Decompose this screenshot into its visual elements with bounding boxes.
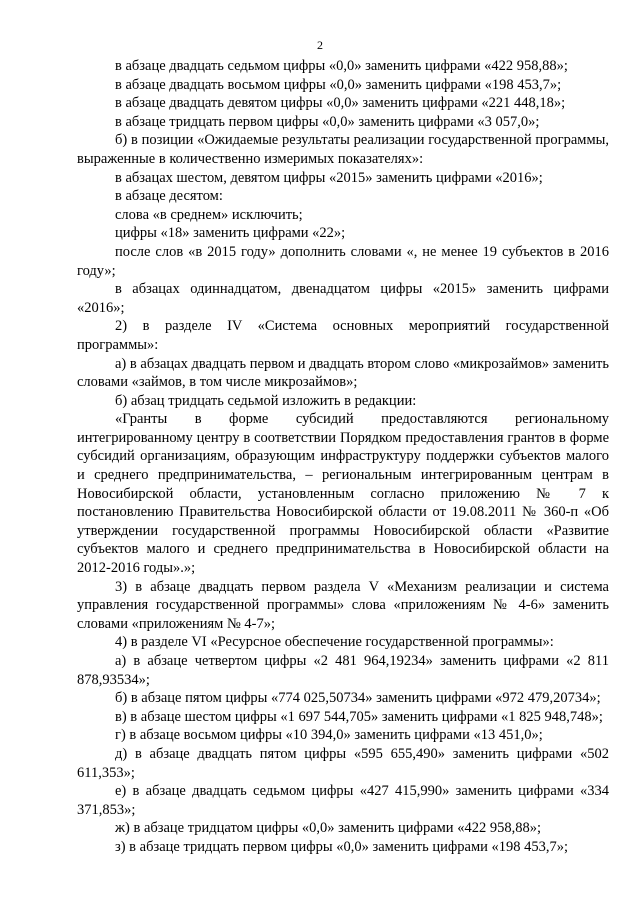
paragraph: ж) в абзаце тридцатом цифры «0,0» заменить цифрами «422 958,88»; <box>115 820 541 837</box>
paragraph: б) абзац тридцать седьмой изложить в редакции: <box>115 392 417 409</box>
paragraph: б) в позиции «Ожидаемые результаты реализации государственной программы, выраженные в количественно измеримых показателях»: <box>77 132 609 167</box>
paragraph: в абзаце десятом: <box>115 188 223 205</box>
paragraph: в абзаце двадцать седьмом цифры «0,0» заменить цифрами «422 958,88»; <box>115 58 568 74</box>
paragraph: в абзацах шестом, девятом цифры «2015» заменить цифрами «2016»; <box>115 169 543 186</box>
paragraph: а) в абзацах двадцать первом и двадцать втором слово «микрозаймов» заменить словами «займов, в том числе микрозаймов»; <box>77 355 609 391</box>
paragraph: б) в абзаце пятом цифры «774 025,50734» заменить цифрами «972 479,20734»; <box>115 690 601 707</box>
paragraph: слова «в среднем» исключить; <box>115 206 303 223</box>
paragraph: в абзаце тридцать первом цифры «0,0» заменить цифрами «3 057,0»; <box>115 113 540 130</box>
page-number: 2 <box>317 38 323 52</box>
document-body <box>77 57 609 857</box>
paragraph: в) в абзаце шестом цифры «1 697 544,705» заменить цифрами «1 825 948,748»; <box>115 708 603 725</box>
paragraph: е) в абзаце двадцать седьмом цифры «427 415,990» заменить цифрами «334 371,853»; <box>77 783 609 818</box>
paragraph: 2) в разделе IV «Система основных мероприятий государственной программы»: <box>77 318 609 353</box>
paragraph: 3) в абзаце двадцать первом раздела V «Механизм реализации и система управления государственной программы» слова «приложениям № 4-6» заменить словами «приложениям № 4-7»; <box>77 578 609 632</box>
paragraph: а) в абзаце четвертом цифры «2 481 964,19234» заменить цифрами «2 811 878,93534»; <box>77 653 609 688</box>
paragraph: з) в абзаце тридцать первом цифры «0,0» заменить цифрами «198 453,7»; <box>115 838 569 855</box>
quoted-paragraph: «Гранты в форме субсидий предоставляются региональному интегрированному центру в соответствии Порядком предоставления грантов в форме субсидий организациям, образующим инфраструктуру поддержки субъектов малого и среднего предпринимательства, – региональным интегрированным центрам в Новосибирской области, установленным согласно приложению № 7 к постановлению Правительства Новосибирской области от 19.08.2011 № 360-п «Об утверждении государственной программы Новосибирской области «Развитие субъектов малого и среднего предпринимательства в Новосибирской области на 2012-2016 годы».»; <box>77 411 609 577</box>
paragraph: в абзаце двадцать восьмом цифры «0,0» заменить цифрами «198 453,7»; <box>115 76 562 93</box>
paragraph: г) в абзаце восьмом цифры «10 394,0» заменить цифрами «13 451,0»; <box>115 727 543 744</box>
paragraph: д) в абзаце двадцать пятом цифры «595 655,490» заменить цифрами «502 611,353»; <box>77 745 609 781</box>
paragraph: после слов «в 2015 году» дополнить словами «, не менее 19 субъектов в 2016 году»; <box>77 243 609 279</box>
paragraph: в абзаце двадцать девятом цифры «0,0» заменить цифрами «221 448,18»; <box>115 95 566 112</box>
paragraph: в абзацах одиннадцатом, двенадцатом цифры «2015» заменить цифрами «2016»; <box>77 281 609 316</box>
paragraph: 4) в разделе VI «Ресурсное обеспечение государственной программы»: <box>115 634 554 651</box>
paragraph: цифры «18» заменить цифрами «22»; <box>115 225 346 242</box>
